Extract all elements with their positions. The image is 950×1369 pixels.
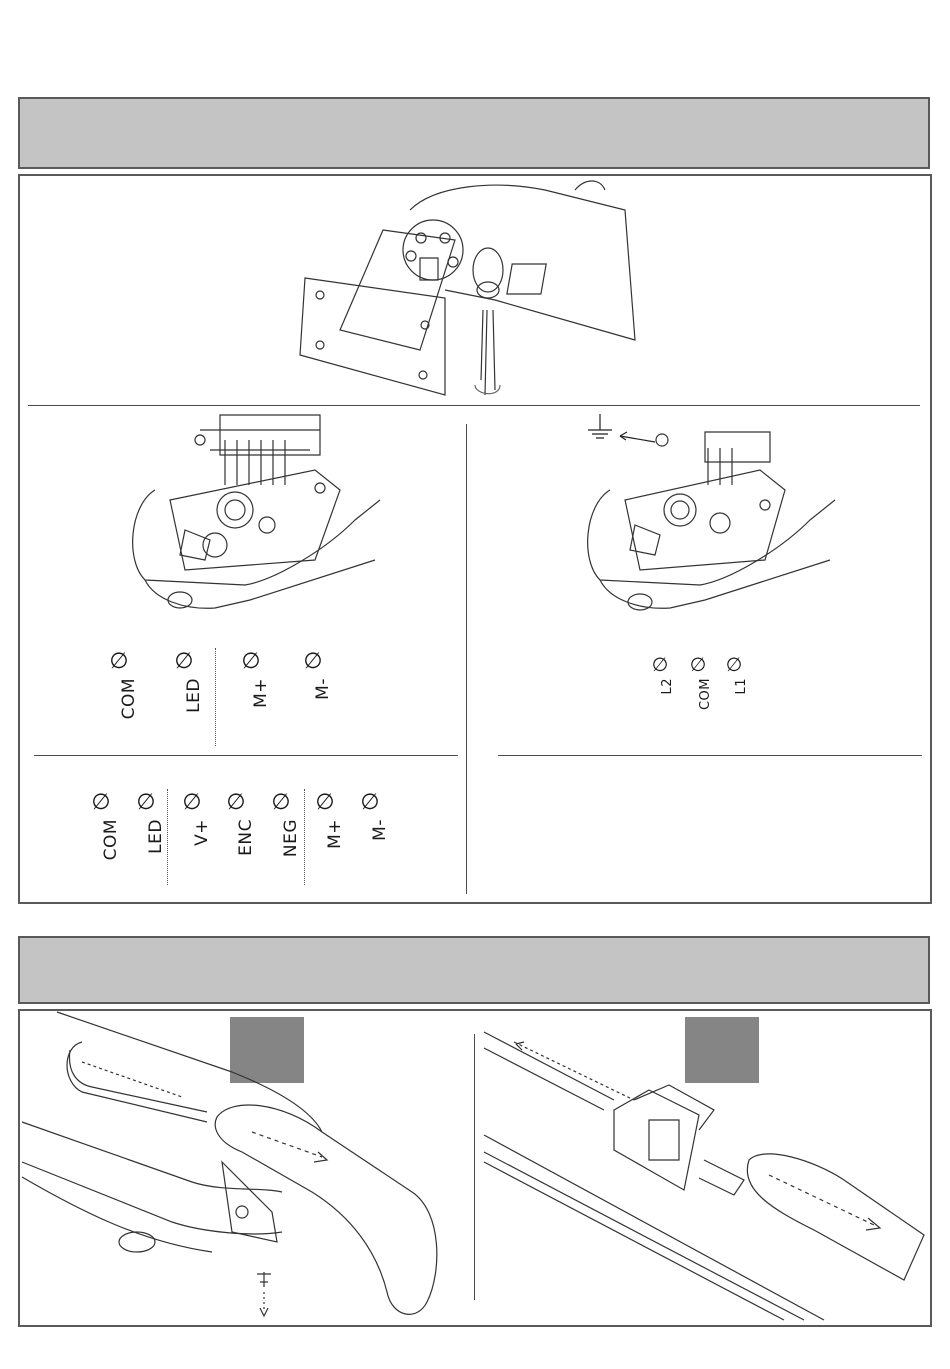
terminal-label: M+	[251, 678, 271, 708]
terminal-l2-b	[645, 654, 675, 695]
terminal-vplus-c	[177, 790, 212, 846]
divider-top	[28, 405, 920, 406]
terminal-symbol: ∅	[315, 790, 335, 815]
terminal-symbol: ∅	[109, 649, 129, 674]
terminal-symbol: ∅	[360, 790, 380, 815]
terminal-symbol: ∅	[136, 790, 156, 815]
terminal-l1-b	[719, 654, 749, 695]
control-board-illustration-left	[125, 410, 385, 620]
terminal-com-b	[683, 654, 713, 711]
terminal-enc-c	[221, 790, 256, 856]
terminal-symbol: ∅	[651, 654, 669, 676]
terminal-symbol: ∅	[271, 790, 291, 815]
terminal-symbol: ∅	[303, 649, 323, 674]
connector-slide-illustration-right	[484, 1020, 924, 1324]
terminal-label: M-	[370, 819, 390, 841]
terminal-label: COM	[119, 678, 139, 720]
terminal-label: L2	[660, 678, 675, 695]
terminal-neg-c	[266, 790, 301, 858]
terminal-symbol: ∅	[91, 790, 111, 815]
terminal-label: COM	[101, 819, 121, 861]
terminal-label: NEG	[281, 819, 301, 858]
terminal-symbol: ∅	[725, 654, 743, 676]
section-header-band-bottom	[18, 936, 930, 1004]
divider-left-lower	[34, 755, 458, 756]
terminal-label: M+	[325, 819, 345, 849]
terminal-label: M-	[313, 678, 333, 700]
divider-right-lower	[498, 755, 922, 756]
terminal-com-c	[86, 790, 121, 861]
terminal-label: LED	[146, 819, 166, 854]
bracket-mount-illustration	[295, 180, 645, 400]
terminal-separator-c2	[304, 789, 305, 885]
ground-icon	[585, 412, 660, 452]
terminal-mminus-c	[355, 790, 390, 841]
terminal-label: COM	[698, 678, 713, 711]
terminal-symbol: ∅	[226, 790, 246, 815]
terminal-led-a	[169, 649, 204, 713]
section-header-band-top	[18, 97, 930, 169]
terminal-symbol: ∅	[241, 649, 261, 674]
terminal-symbol: ∅	[689, 654, 707, 676]
terminal-mminus-a	[298, 649, 333, 700]
terminal-symbol: ∅	[174, 649, 194, 674]
terminal-label: LED	[184, 678, 204, 713]
terminal-mplus-a	[236, 649, 271, 708]
divider-center	[466, 424, 467, 894]
terminal-label: V+	[192, 819, 212, 846]
terminal-label: ENC	[236, 819, 256, 856]
cover-slide-illustration-left	[22, 1012, 462, 1326]
terminal-symbol: ∅	[182, 790, 202, 815]
terminal-label: L1	[734, 678, 749, 695]
terminal-separator-c1	[167, 789, 168, 885]
terminal-led-c	[131, 790, 166, 854]
terminal-com-a	[104, 649, 139, 720]
divider-bottom-center	[474, 1034, 475, 1300]
terminal-mplus-c	[310, 790, 345, 849]
terminal-separator-a	[215, 648, 216, 746]
